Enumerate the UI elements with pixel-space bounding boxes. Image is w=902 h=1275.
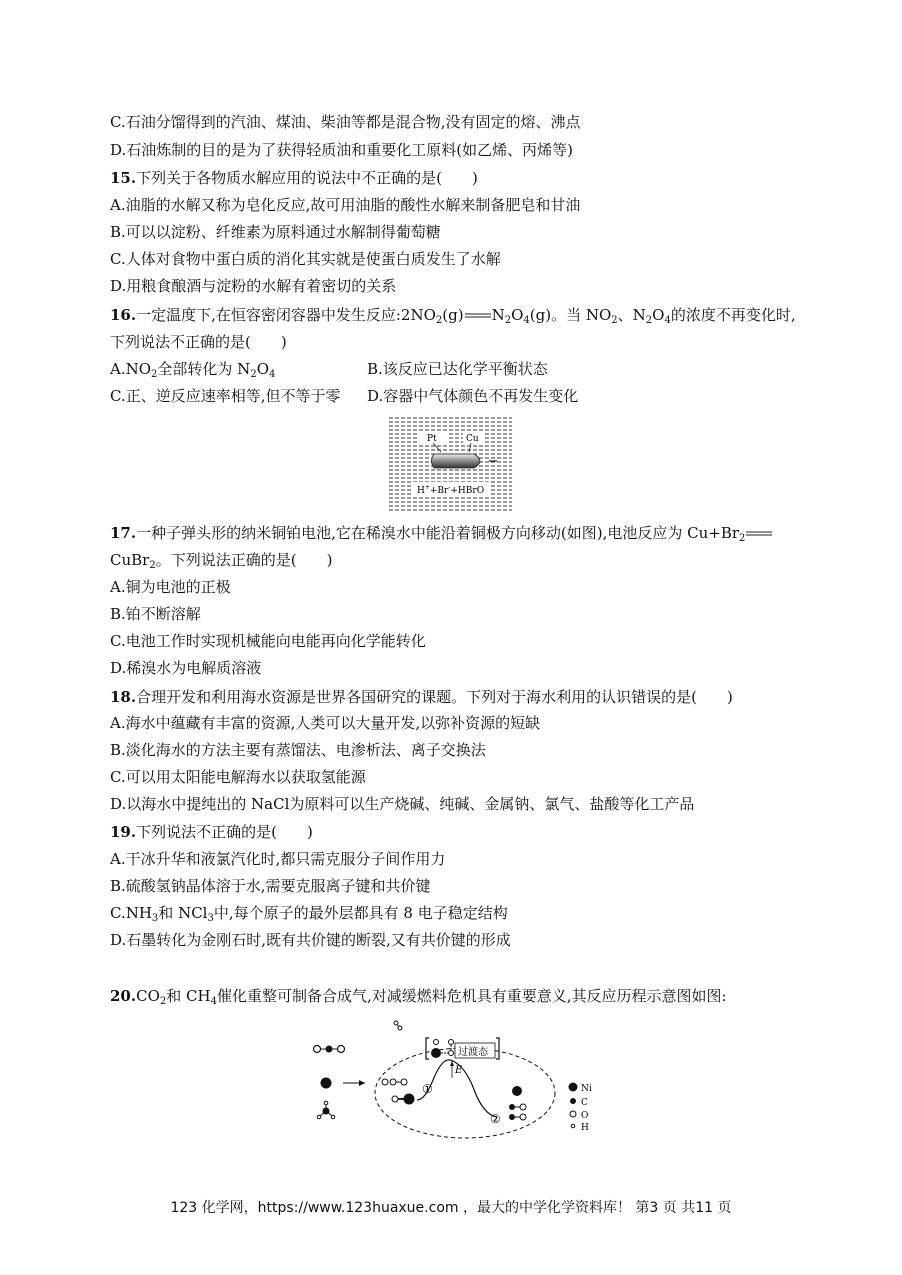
q15-option-a: A.油脂的水解又称为皂化反应,故可用油脂的酸性水解来制备肥皂和甘油 xyxy=(110,196,581,214)
q16-option-d: D.容器中气体颜色不再发生变化 xyxy=(367,387,579,405)
option-d-petroleum: D.石油炼制的目的是为了获得轻质油和重要化工原料(如乙烯、丙烯等) xyxy=(110,141,573,159)
q17-option-a: A.铜为电池的正极 xyxy=(110,578,231,596)
pt-label: Pt xyxy=(427,434,437,444)
page-footer: 123 化学网，https://www.123huaxue.com ，最大的中学化学资料库！ 第3 页 共11 页 xyxy=(170,1200,732,1216)
q15-option-b: B.可以以淀粉、纤维素为原料通过水解制得葡萄糖 xyxy=(110,223,441,241)
question-15: 15.下列关于各物质水解应用的说法中不正确的是( ) xyxy=(110,169,478,187)
q16-option-b: B.该反应已达化学平衡状态 xyxy=(367,360,548,378)
legend-h: H xyxy=(581,1123,589,1133)
q19-option-a: A.干冰升华和液氯汽化时,都只需克服分子间作用力 xyxy=(110,850,446,868)
transition-state-icon xyxy=(426,1038,499,1059)
q18-option-b: B.淡化海水的方法主要有蒸馏法、电渗析法、离子交换法 xyxy=(110,741,486,759)
q17-option-d: D.稀溴水为电解质溶液 xyxy=(110,659,262,677)
product-molecules-icon xyxy=(509,1086,526,1120)
transition-state-label: 过渡态 xyxy=(458,1047,488,1058)
q16-option-a: $A.NO_2$全部转化为 $N_2O_4$ xyxy=(110,360,276,380)
q19-option-d: D.石墨转化为金刚石时,既有共价键的断裂,又有共价键的形成 xyxy=(110,931,511,949)
ni-atom-icon xyxy=(321,1078,332,1089)
legend-o: O xyxy=(581,1111,589,1121)
cu-label: Cu xyxy=(466,434,479,444)
nano-battery-svg xyxy=(389,416,512,512)
question-17-line2: CuBr$_2$。下列说法正确的是( ) xyxy=(110,551,333,571)
equilibrium-arrow-icon xyxy=(465,312,491,320)
step-1-label: ① xyxy=(422,1082,433,1096)
adsorbed-co2-icon xyxy=(382,1079,415,1105)
question-19: 19.下列说法不正确的是( ) xyxy=(110,823,313,841)
solution-label: H++Br-+HBrO xyxy=(417,484,485,496)
legend-c: C xyxy=(581,1098,588,1108)
q17-option-c: C.电池工作时实现机械能向电能再向化学能转化 xyxy=(110,632,426,650)
catalyst-surface-boundary xyxy=(375,1048,555,1138)
equilibrium-arrow-icon xyxy=(746,530,772,538)
h2-molecule-icon xyxy=(394,1021,402,1030)
co2-molecule-icon xyxy=(314,1046,345,1053)
bullet-battery-icon xyxy=(432,454,481,468)
question-20: $20.CO_2$和 $CH_4$催化重整可制备合成气,对减缓燃料危机具有重要意义,其反应历程示意图如图: xyxy=(110,987,727,1007)
q15-option-d: D.用粮食酿酒与淀粉的水解有着密切的关系 xyxy=(110,277,397,295)
q16-option-c: C.正、逆反应速率相等,但不等于零 xyxy=(110,387,341,405)
q15-option-c: C.人体对食物中蛋白质的消化其实就是使蛋白质发生了水解 xyxy=(110,250,501,268)
reaction-mechanism-figure xyxy=(305,1015,605,1140)
question-18: 18.合理开发和利用海水资源是世界各国研究的课题。下列对于海水利用的认识错误的是( ) xyxy=(110,688,733,706)
ch4-molecule-icon xyxy=(317,1101,335,1119)
energy-label: E xyxy=(455,1065,463,1076)
option-c-petroleum: C.石油分馏得到的汽油、煤油、柴油等都是混合物,没有固定的熔、沸点 xyxy=(110,113,581,131)
legend-ni: Ni xyxy=(581,1084,592,1094)
q18-option-d: D.以海水中提纯出的 NaCl为原料可以生产烧碱、纯碱、金属钠、氯气、盐酸等化工产品 xyxy=(110,795,695,813)
reaction-mechanism-svg xyxy=(305,1015,605,1140)
atom-legend xyxy=(569,1083,592,1134)
q19-option-c: $C.NH_3$和 NCl$_3$中,每个原子的最外层都具有 8 电子稳定结构 xyxy=(110,904,508,924)
reaction-arrow-icon xyxy=(343,1080,365,1086)
question-16-line2: 下列说法不正确的是( ) xyxy=(110,333,287,351)
q18-option-a: A.海水中蕴藏有丰富的资源,人类可以大量开发,以弥补资源的短缺 xyxy=(110,714,541,732)
step-2-label: ② xyxy=(490,1112,501,1126)
question-17: 17.一种子弹头形的纳米铜铂电池,它在稀溴水中能沿着铜极方向移动(如图),电池反应为 $Cu+Br_2$ xyxy=(110,523,773,543)
nano-battery-figure xyxy=(389,416,512,512)
q19-option-b: B.硫酸氢钠晶体溶于水,需要克服离子键和共价键 xyxy=(110,877,431,895)
q18-option-c: C.可以用太阳能电解海水以获取氢能源 xyxy=(110,768,366,786)
q17-option-b: B.铂不断溶解 xyxy=(110,605,201,623)
question-16: 16.一定温度下,在恒容密闭容器中发生反应$:2NO_2(g)$ $N_2O_4(g)$。当 $NO_2$、$N_2O_4$的浓度不再变化时, xyxy=(110,306,796,326)
